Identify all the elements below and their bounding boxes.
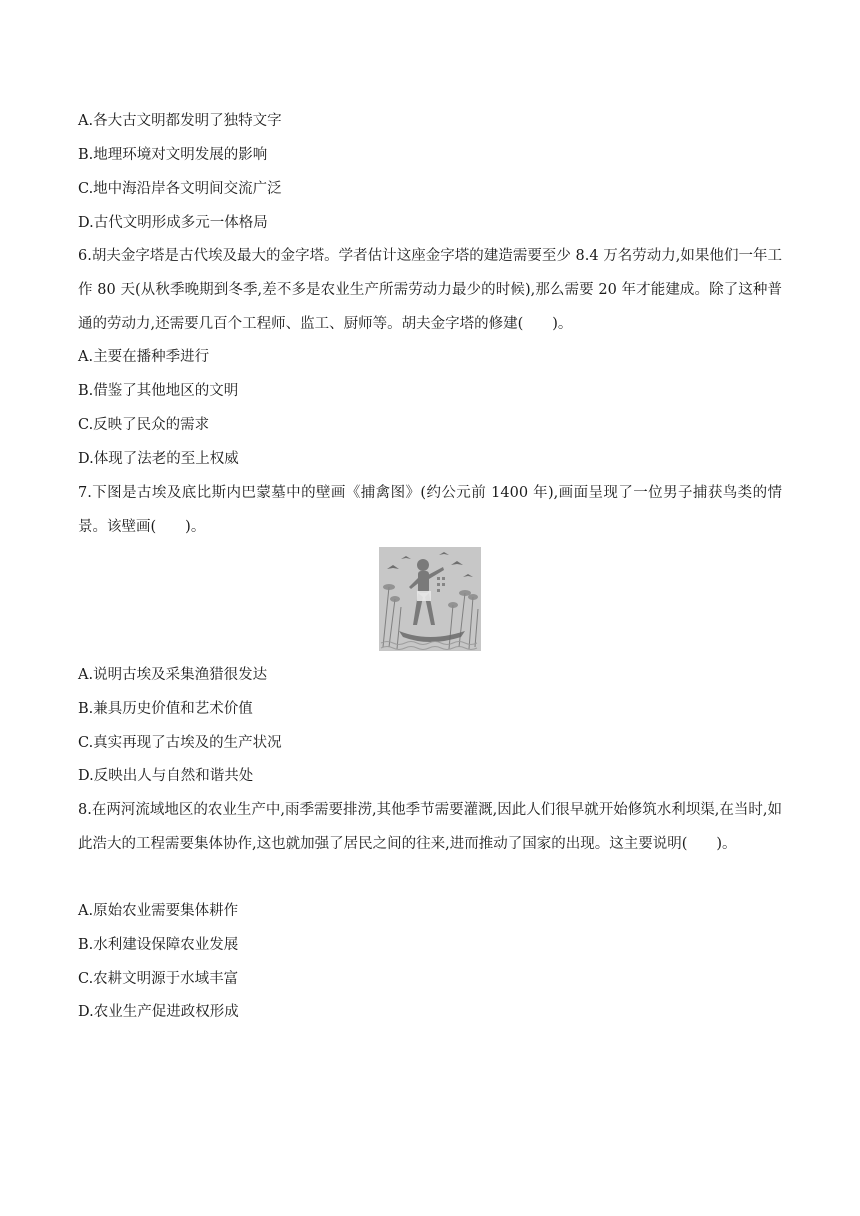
q8-option-b: B.水利建设保障农业发展: [78, 937, 239, 953]
q7-option-a: A.说明古埃及采集渔猎很发达: [78, 667, 268, 683]
q7-option-c: C.真实再现了古埃及的生产状况: [78, 735, 282, 751]
q6-stem: 6.胡夫金字塔是古代埃及最大的金字塔。学者估计这座金字塔的建造需要至少 8.4 万名劳动力,如果他们一年工作 80 天(从秋季晚期到冬季,差不多是农业生产所需劳动力最少的时候),那么需要 20 年才能建成。除了这种普通的劳动力,还需要几百个工程师、监工、厨师等。胡夫金字塔的修建( )。: [78, 248, 782, 332]
q8-stem: 8.在两河流域地区的农业生产中,雨季需要排涝,其他季节需要灌溉,因此人们很早就开始修筑水利坝渠,在当时,如此浩大的工程需要集体协作,这也就加强了居民之间的往来,进而推动了国家的出现。这主要说明( )。: [78, 802, 782, 852]
q5-option-a: A.各大古文明都发明了独特文字: [78, 113, 282, 129]
q5-option-c: C.地中海沿岸各文明间交流广泛: [78, 181, 282, 197]
q6-option-d: D.体现了法老的至上权威: [78, 451, 239, 467]
q7-stem: 7.下图是古埃及底比斯内巴蒙墓中的壁画《捕禽图》(约公元前 1400 年),画面呈现了一位男子捕获鸟类的情景。该壁画( )。: [78, 485, 782, 535]
q8-option-a: A.原始农业需要集体耕作: [78, 903, 239, 919]
q7-option-d: D.反映出人与自然和谐共处: [78, 768, 254, 784]
q8-option-d: D.农业生产促进政权形成: [78, 1004, 239, 1020]
q7-option-b: B.兼具历史价值和艺术价值: [78, 701, 253, 717]
q6-option-b: B.借鉴了其他地区的文明: [78, 383, 239, 399]
q5-option-d: D.古代文明形成多元一体格局: [78, 215, 268, 231]
q6-option-a: A.主要在播种季进行: [78, 349, 210, 365]
q5-option-b: B.地理环境对文明发展的影响: [78, 147, 268, 163]
q8-option-c: C.农耕文明源于水域丰富: [78, 971, 239, 987]
q6-option-c: C.反映了民众的需求: [78, 417, 210, 433]
fowling-scene-mural-image: [379, 547, 481, 651]
